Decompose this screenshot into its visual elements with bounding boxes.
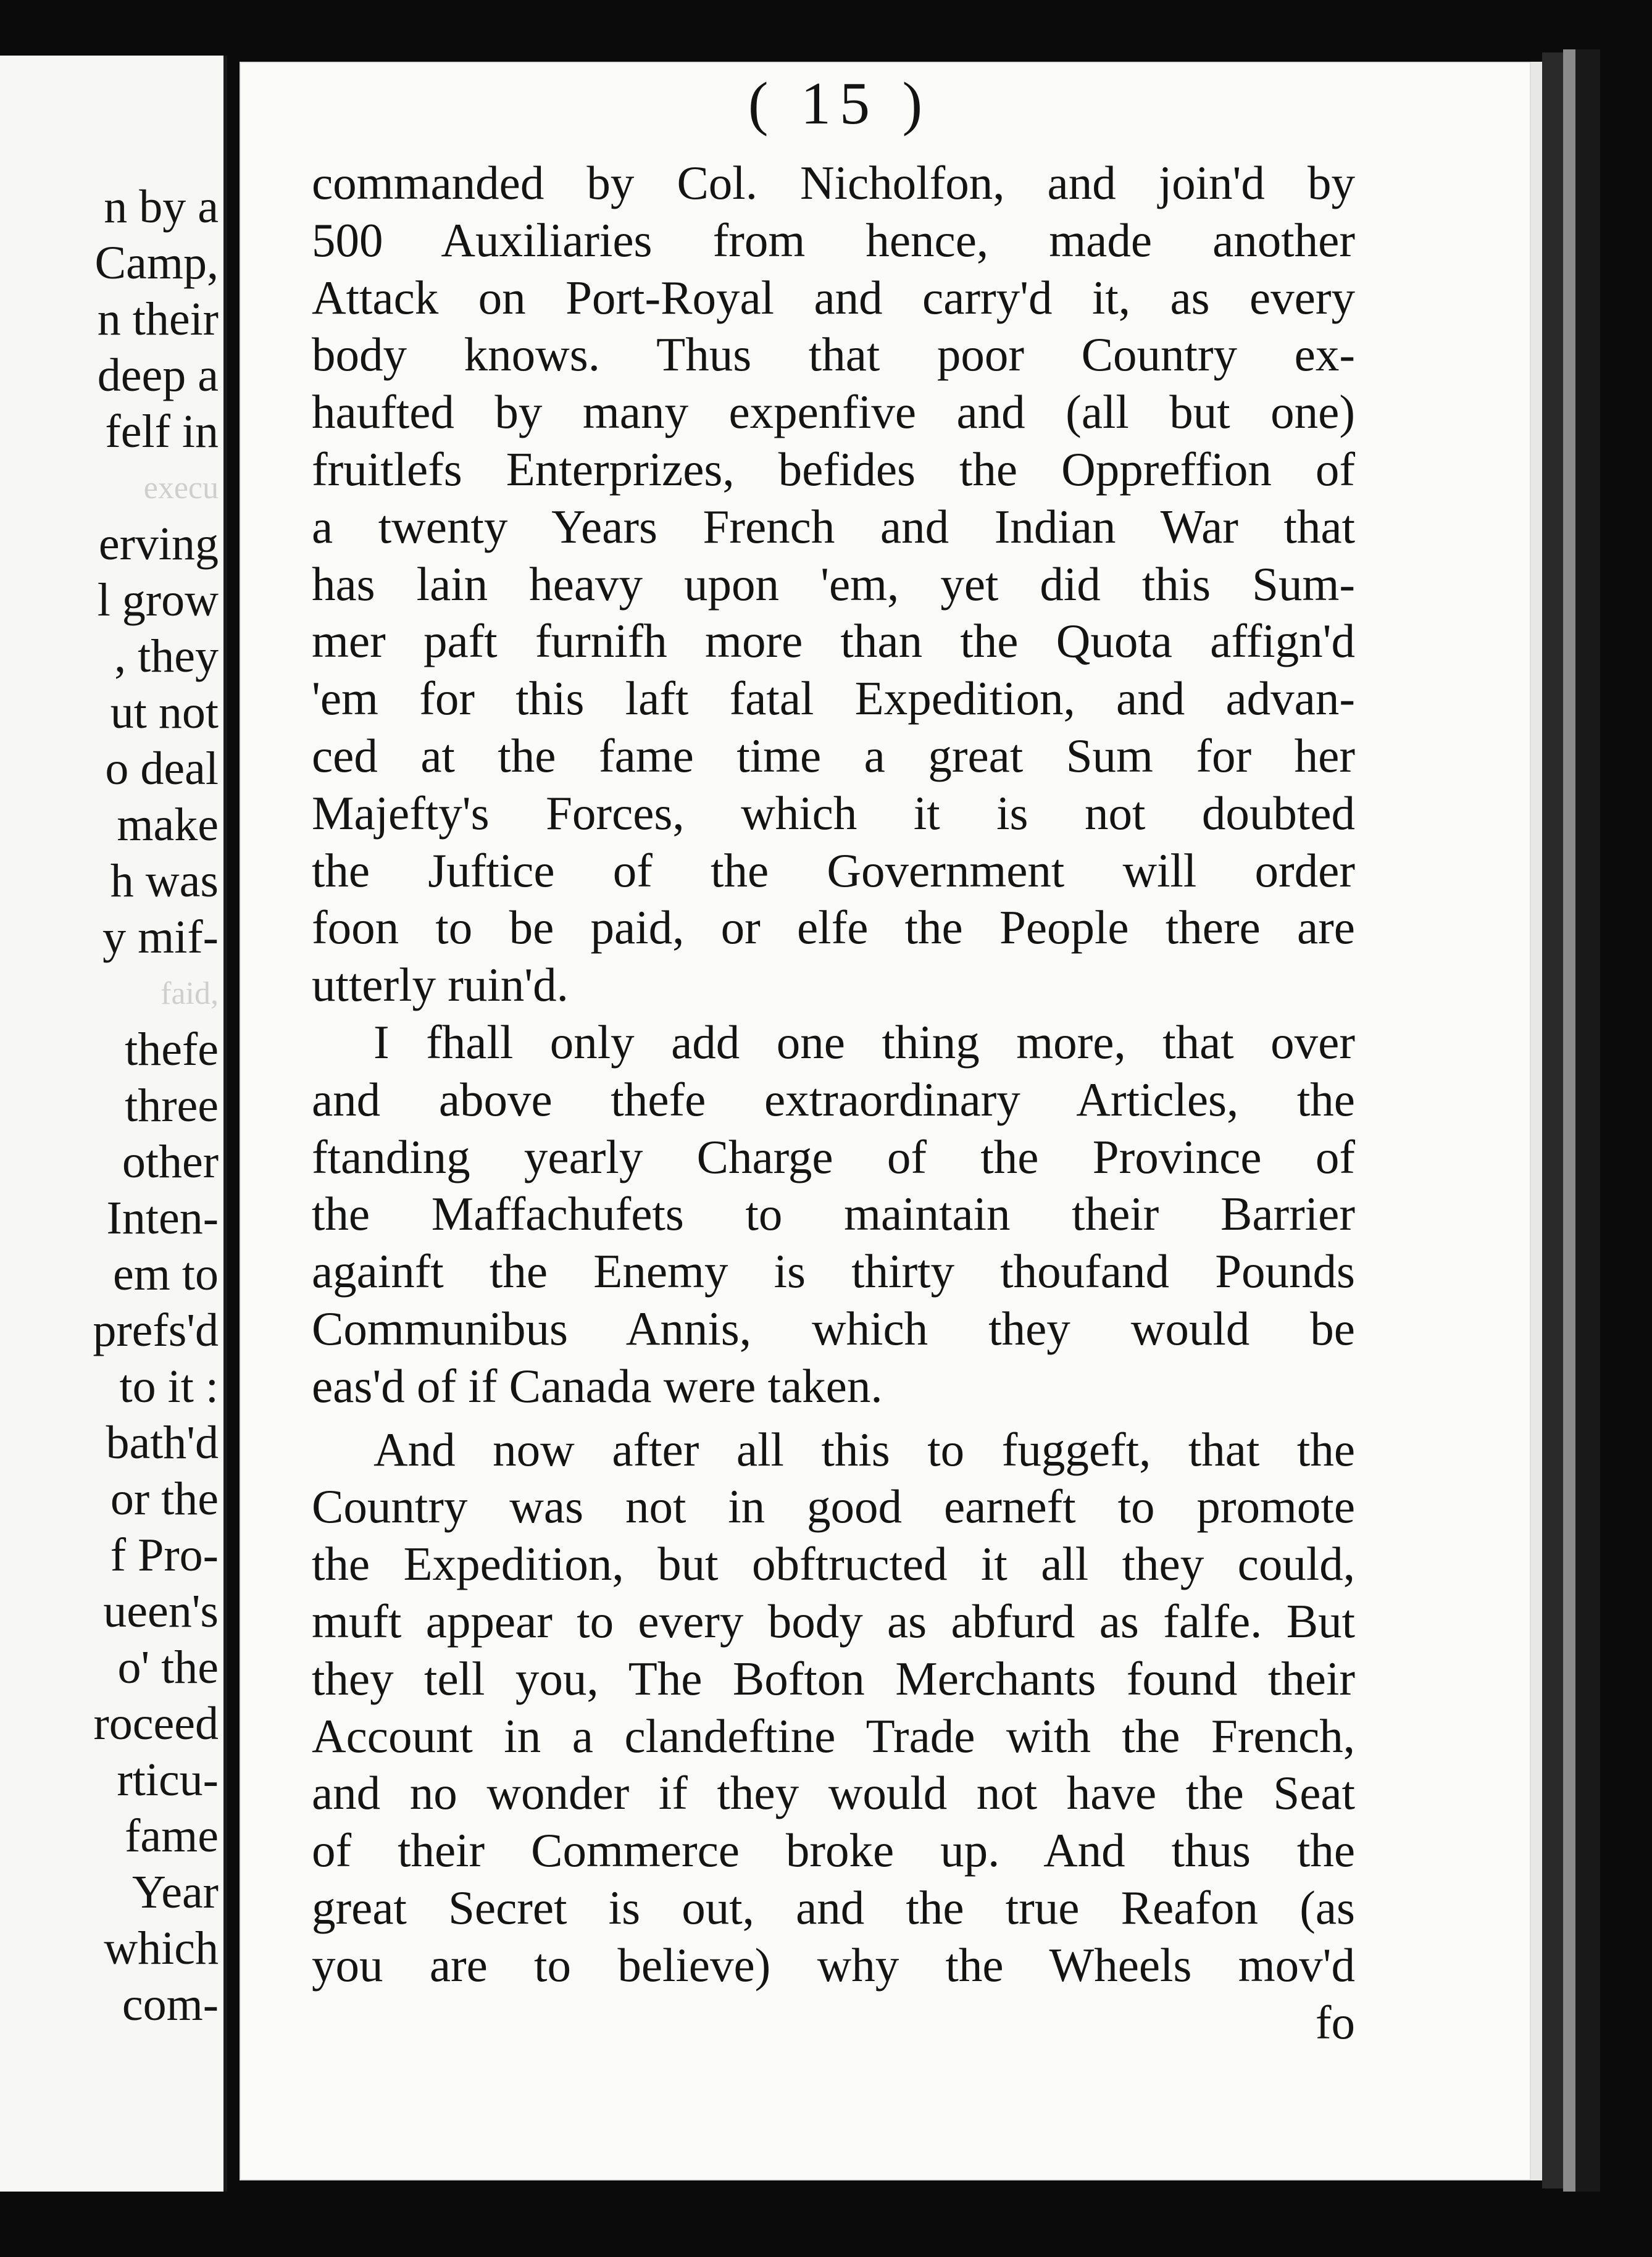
- left-line: o deal: [105, 743, 219, 795]
- page-number: ( 15 ): [748, 70, 932, 137]
- left-line: or the: [110, 1473, 219, 1525]
- text-line: you are to believe) why the Wheels mov'd: [312, 1938, 1355, 1992]
- text-line: mer paft furnifh more than the Quota affign'd: [312, 614, 1355, 668]
- left-line: em to: [113, 1248, 219, 1300]
- text-line: muft appear to every body as abfurd as falfe. But: [312, 1594, 1355, 1648]
- left-line: ut not: [110, 686, 219, 738]
- left-page-lines: [1, 179, 223, 2033]
- left-line: prefs'd: [93, 1304, 219, 1356]
- text-line: and no wonder if they would not have the Seat: [312, 1766, 1355, 1820]
- text-line: Majefty's Forces, which it is not doubted: [312, 786, 1355, 840]
- text-line: eas'd of if Canada were taken.: [312, 1359, 883, 1412]
- text-line: 'em for this laft fatal Expedition, and advan-: [312, 672, 1355, 725]
- text-line: fruitlefs Enterprizes, befides the Oppreffion of: [312, 442, 1355, 496]
- left-line: which: [104, 1922, 219, 1974]
- page-edge: [1563, 49, 1575, 2192]
- left-line: h was: [110, 855, 219, 907]
- left-line-faint: faid,: [161, 976, 219, 1011]
- text-line: the Juftice of the Government will order: [312, 843, 1355, 897]
- left-line: make: [117, 799, 219, 851]
- text-line: againft the Enemy is thirty thoufand Pounds: [312, 1245, 1355, 1298]
- text-line: the Expedition, but obftructed it all they could,: [312, 1537, 1355, 1591]
- left-line: erving: [98, 518, 219, 570]
- left-line: bath'd: [106, 1417, 219, 1469]
- text-line: great Secret is out, and the true Reafon (as: [312, 1880, 1355, 1934]
- text-line: and above thefe extraordinary Articles, the: [312, 1072, 1355, 1126]
- left-line-faint: execu: [143, 470, 219, 506]
- left-line: n their: [97, 293, 219, 345]
- text-line: commanded by Col. Nicholfon, and join'd by: [312, 156, 1355, 209]
- text-line: ced at the fame time a great Sum for her: [312, 728, 1355, 782]
- left-line: roceed: [93, 1698, 219, 1750]
- catchword: fo: [1315, 1995, 1355, 2049]
- left-line: to it :: [119, 1361, 219, 1412]
- text-line: Account in a clandeftine Trade with the French,: [312, 1709, 1355, 1763]
- left-line: l grow: [97, 574, 219, 626]
- left-line: y mif-: [102, 911, 219, 963]
- left-line: Camp,: [94, 237, 219, 289]
- left-line: , they: [114, 630, 219, 682]
- text-line: has lain heavy upon 'em, yet did this Sum-: [312, 557, 1355, 611]
- text-line: ftanding yearly Charge of the Province of: [312, 1130, 1355, 1183]
- left-line: rticu-: [117, 1754, 219, 1806]
- text-line: they tell you, The Bofton Merchants found their: [312, 1651, 1355, 1705]
- paragraph-start-line: I fhall only add one thing more, that over: [373, 1015, 1355, 1069]
- left-page-fragment: [0, 56, 227, 2192]
- left-line: felf in: [105, 406, 219, 457]
- text-line: the Maffachufets to maintain their Barrier: [312, 1187, 1355, 1241]
- text-line: foon to be paid, or elfe the People there are: [312, 901, 1355, 954]
- paragraph-start-line: And now after all this to fuggeft, that the: [373, 1422, 1355, 1476]
- text-line: Country was not in good earneft to promote: [312, 1480, 1355, 1533]
- text-line: utterly ruin'd.: [312, 958, 569, 1012]
- page-edge: [1575, 49, 1600, 2192]
- left-line: other: [122, 1136, 219, 1188]
- left-line: ueen's: [103, 1585, 219, 1637]
- left-line: com-: [122, 1979, 219, 2030]
- text-line: haufted by many expenfive and (all but one): [312, 385, 1355, 439]
- left-line: n by a: [104, 181, 219, 233]
- left-line: Year: [131, 1866, 219, 1918]
- text-line: Communibus Annis, which they would be: [312, 1301, 1355, 1355]
- page-edge: [1542, 52, 1563, 2188]
- left-line: fame: [125, 1810, 219, 1862]
- text-line: 500 Auxiliaries from hence, made another: [312, 213, 1355, 267]
- text-line: body knows. Thus that poor Country ex-: [312, 328, 1355, 382]
- text-line: of their Commerce broke up. And thus the: [312, 1824, 1355, 1877]
- left-line: three: [125, 1080, 219, 1132]
- page-text: [312, 154, 1355, 2051]
- left-line: thefe: [125, 1024, 219, 1075]
- left-line: Inten-: [106, 1192, 219, 1244]
- page-edge: [1531, 62, 1542, 2180]
- text-line: a twenty Years French and Indian War that: [312, 499, 1355, 553]
- text-line: Attack on Port-Royal and carry'd it, as every: [312, 270, 1355, 324]
- left-line: f Pro-: [110, 1529, 219, 1581]
- left-line: o' the: [117, 1642, 219, 1693]
- left-line: deep a: [97, 349, 219, 401]
